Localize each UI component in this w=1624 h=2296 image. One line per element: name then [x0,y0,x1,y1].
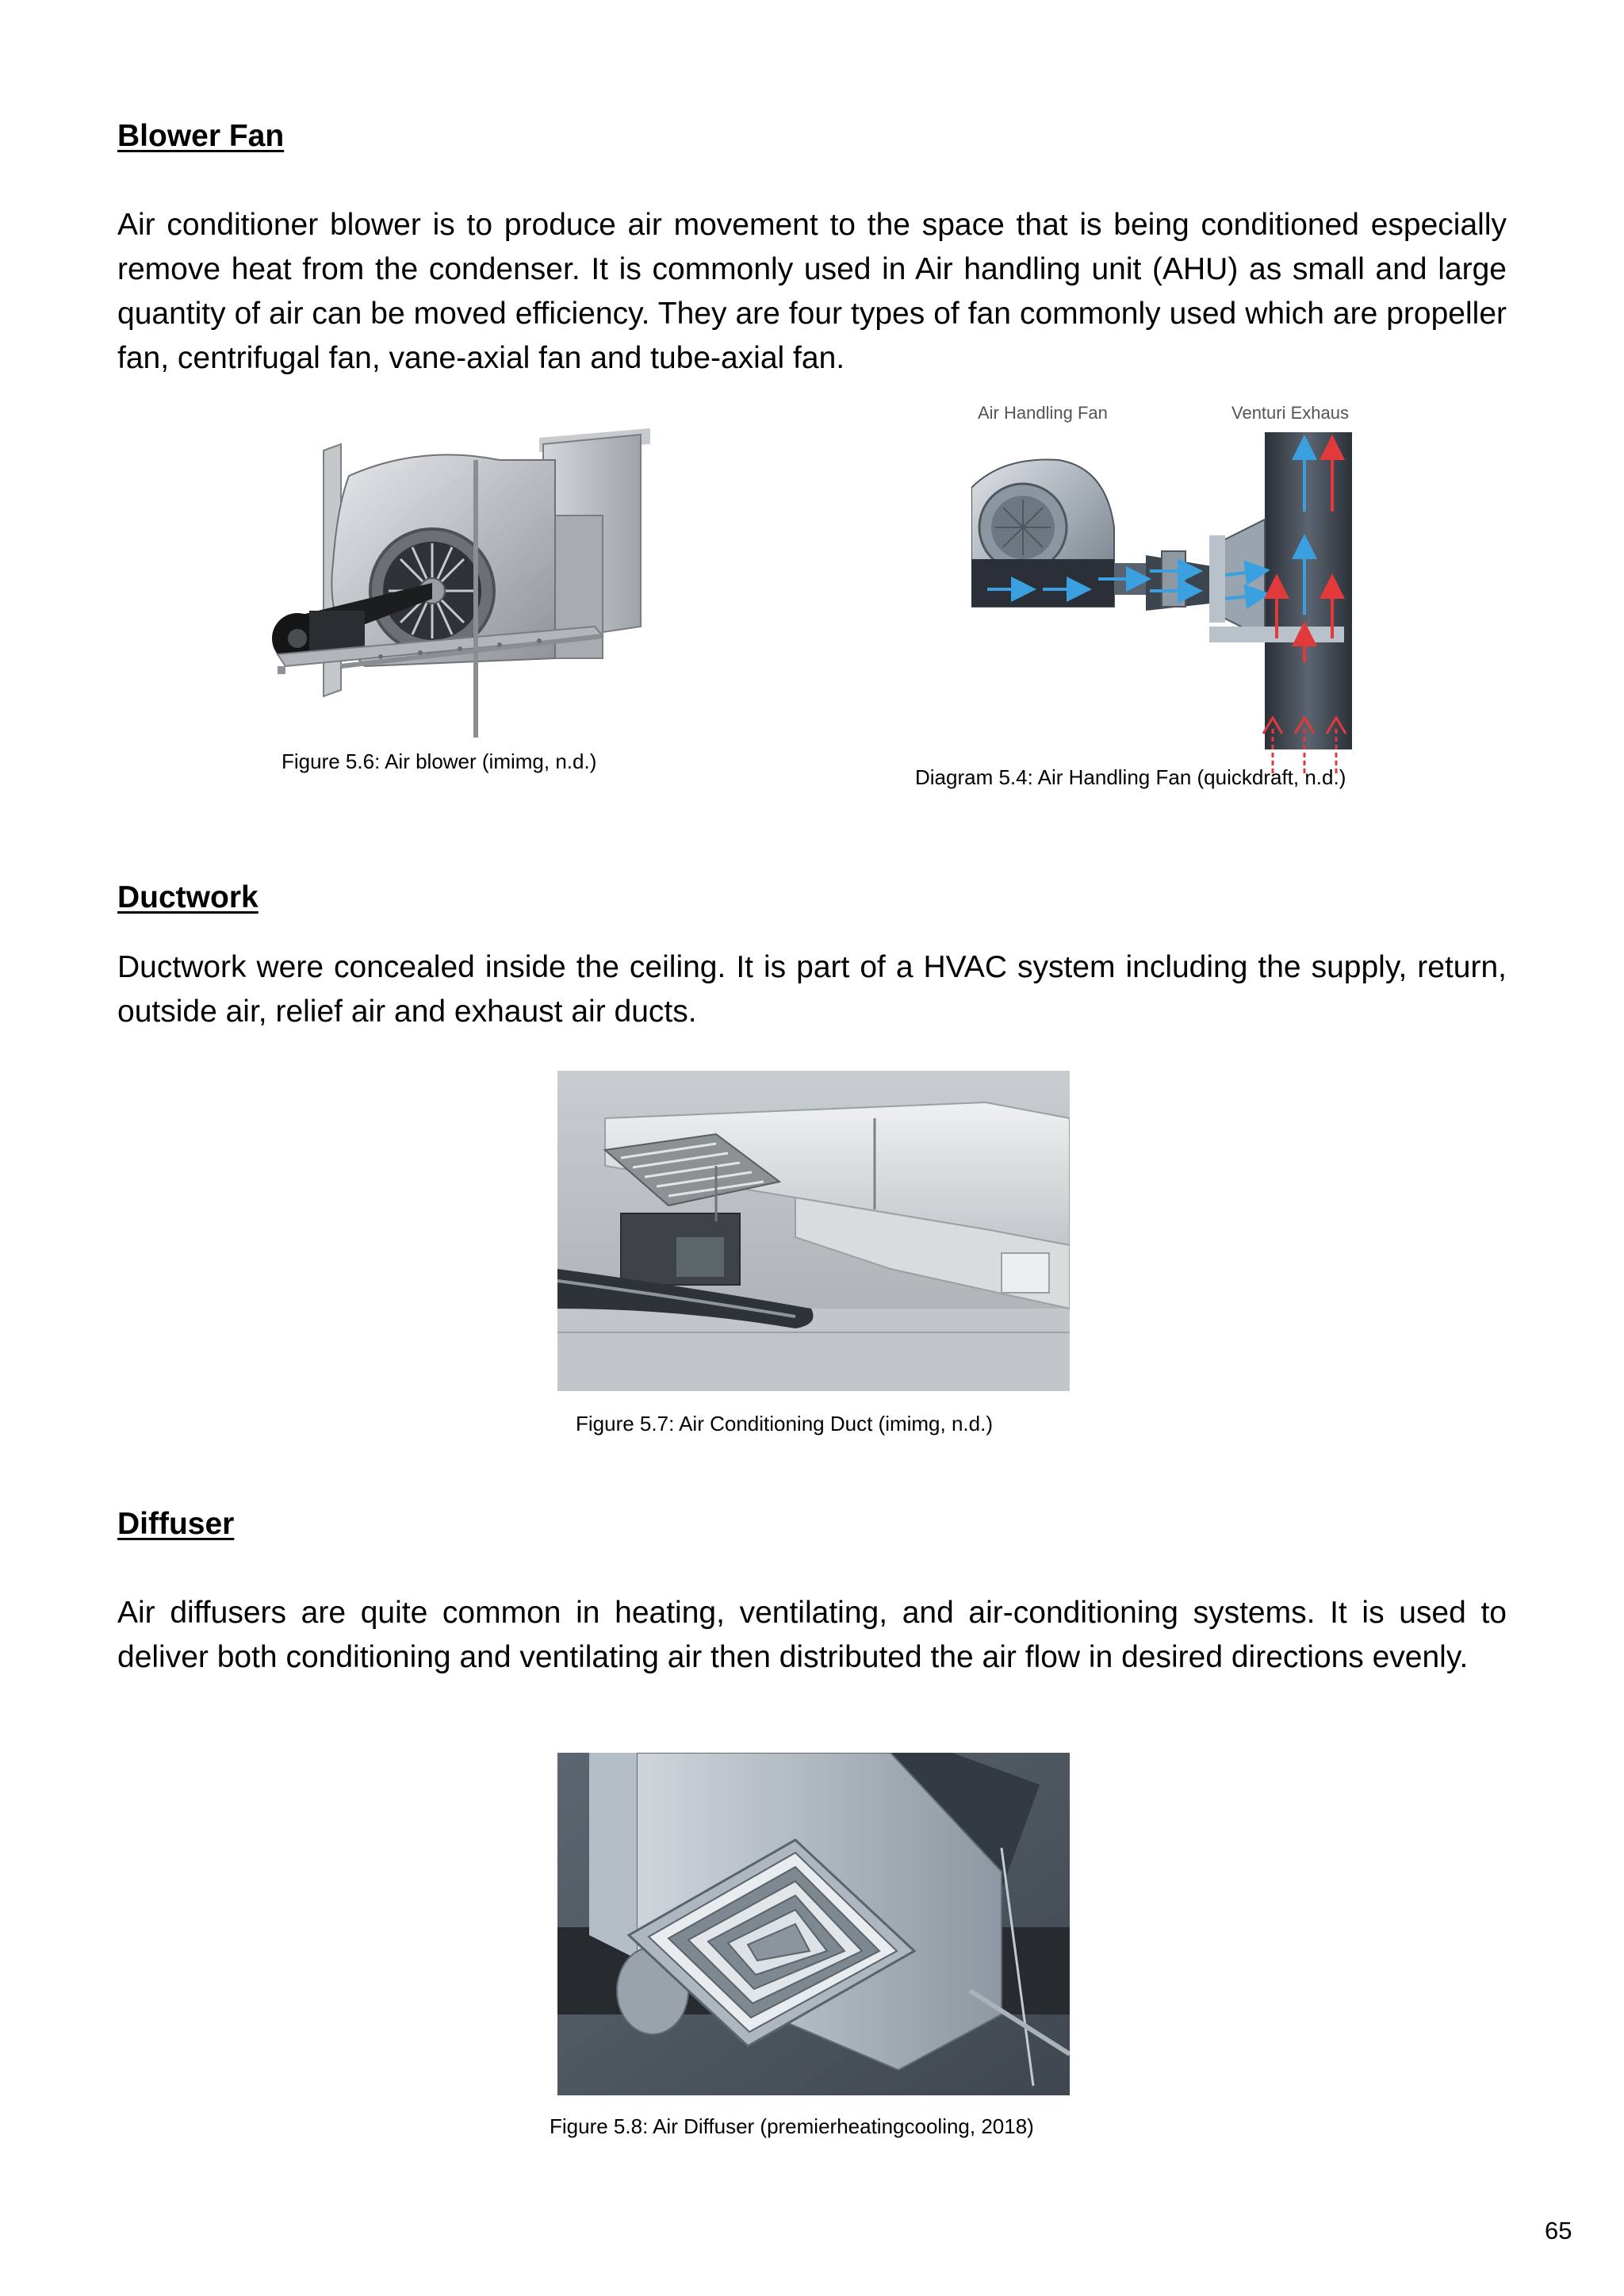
paragraph-ductwork: Ductwork were concealed inside the ceiling. It is part of a HVAC system including the supply, return, outside air, relief air and exhaust air ducts. [117,950,1507,1029]
caption-figure-5-8: Figure 5.8: Air Diffuser (premierheatingcooling, 2018) [550,2114,1034,2138]
caption-figure-5-7: Figure 5.7: Air Conditioning Duct (imimg, n.d.) [576,1412,993,1435]
diagram-label-air-handling-fan: Air Handling Fan [978,403,1108,423]
heading-blower-fan: Blower Fan [117,119,285,153]
heading-ductwork: Ductwork [117,880,259,914]
heading-diffuser: Diffuser [117,1507,235,1541]
figure-air-diffuser [557,1753,1070,2095]
paragraph-diffuser: Air diffusers are quite common in heating, ventilating, and air-conditioning systems. It is used to deliver both conditioning and ventilating air then distributed the air flow in desired directions evenly. [117,1596,1507,1674]
caption-figure-5-6: Figure 5.6: Air blower (imimg, n.d.) [282,749,597,773]
page-number: 65 [1545,2217,1572,2244]
diagram-air-handling-fan [971,401,1352,773]
figure-air-blower [262,428,650,738]
diagram-label-venturi-exhaust: Venturi Exhaus [1231,403,1349,423]
figure-air-conditioning-duct [557,1071,1070,1391]
caption-diagram-5-4: Diagram 5.4: Air Handling Fan (quickdraft, n.d.) [915,765,1346,789]
paragraph-blower-fan: Air conditioner blower is to produce air movement to the space that is being conditioned especially remove heat from the condenser. It is commonly used in Air handling unit (AHU) as small and large quantity of air can be moved efficiency. They are four types of fan commonly used which are propeller fan, centrifugal fan, vane-axial fan and tube-axial fan. [117,208,1507,375]
